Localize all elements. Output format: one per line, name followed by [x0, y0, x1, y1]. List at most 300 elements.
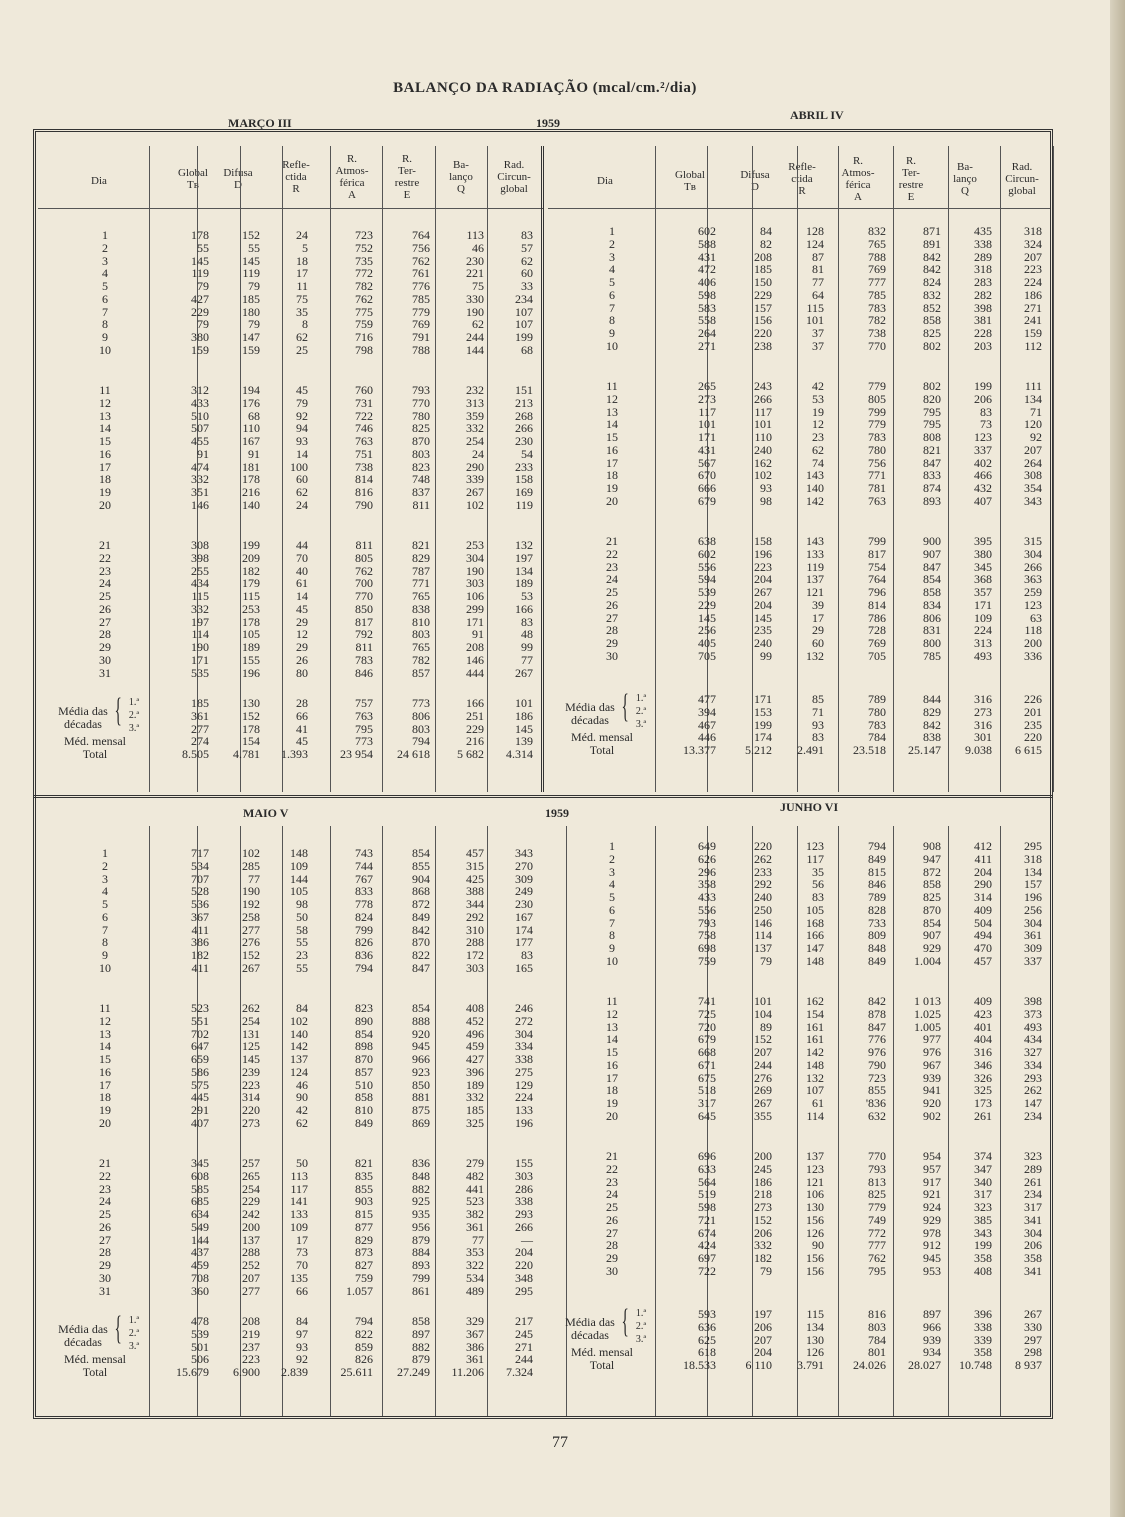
table-cell: 771	[868, 468, 886, 483]
table-cell: 266	[515, 1219, 533, 1234]
table-cell: 70	[296, 550, 308, 565]
table-cell: 312	[191, 383, 209, 397]
table-cell: 659	[191, 1052, 209, 1066]
decada-cell: 66	[296, 708, 308, 723]
table-cell: 206	[1024, 1238, 1042, 1253]
table-cell: 735	[355, 253, 373, 268]
table-cell: 626	[698, 851, 716, 866]
table-cell: 336	[1024, 648, 1042, 663]
table-cell: 152	[754, 1032, 772, 1047]
table-cell: 763	[868, 493, 886, 508]
table-cell: 556	[698, 902, 716, 917]
table-cell: 308	[1024, 468, 1042, 483]
day-number: 4	[609, 262, 615, 277]
day-number: 2	[102, 858, 108, 873]
table-cell: 45	[296, 601, 308, 616]
column-header-circunglobal: Rad.	[503, 159, 525, 171]
table-cell: 789	[868, 890, 886, 904]
table-cell: 200	[754, 1149, 772, 1163]
table-cell: 272	[515, 1013, 533, 1028]
table-cell: 124	[290, 1064, 308, 1079]
decada-cell: 208	[242, 1314, 260, 1328]
table-cell: 220	[754, 326, 772, 340]
table-cell: 179	[242, 576, 260, 591]
table-cell: 155	[515, 1156, 533, 1170]
table-cell: 92	[1030, 430, 1042, 444]
table-cell: 861	[412, 1283, 430, 1298]
table-cell: 728	[868, 623, 886, 638]
table-cell: 64	[812, 287, 824, 302]
table-cell: 224	[515, 1090, 533, 1105]
decada-cell: 316	[974, 692, 992, 706]
table-cell: 290	[466, 459, 484, 474]
table-cell: 115	[242, 589, 260, 603]
table-cell: 230	[466, 253, 484, 268]
day-number: 19	[99, 485, 111, 499]
table-cell: 424	[698, 1238, 716, 1253]
header-rule	[548, 208, 1050, 209]
table-cell: 167	[515, 909, 533, 924]
table-cell: 833	[355, 884, 373, 899]
table-cell: 11	[296, 279, 308, 293]
table-cell: 244	[466, 330, 484, 344]
day-number: 18	[606, 1083, 618, 1098]
table-cell: 344	[466, 897, 484, 911]
table-cell: 192	[242, 897, 260, 911]
table-cell: 459	[191, 1258, 209, 1272]
table-cell: 941	[923, 1083, 941, 1098]
table-cell: 156	[806, 1251, 824, 1265]
table-cell: 190	[242, 884, 260, 899]
table-cell: 598	[698, 287, 716, 302]
day-number: 12	[99, 1013, 111, 1028]
table-cell: 254	[242, 1181, 260, 1196]
table-cell: 106	[806, 1187, 824, 1202]
decada-cell: 386	[466, 1339, 484, 1354]
day-number: 15	[606, 1045, 618, 1059]
table-cell: 1.004	[914, 953, 941, 968]
table-cell: 39	[812, 597, 824, 612]
table-cell: 207	[242, 1270, 260, 1285]
day-number: 12	[606, 1006, 618, 1021]
day-number: 7	[102, 922, 108, 937]
table-cell: 156	[806, 1212, 824, 1227]
mensal-cell: 92	[296, 1352, 308, 1367]
day-number: 9	[609, 326, 615, 340]
day-number: 22	[99, 1168, 111, 1183]
mensal-cell: 934	[923, 1345, 941, 1360]
table-cell: 316	[974, 1045, 992, 1059]
decada-cell: 71	[812, 704, 824, 719]
table-cell: 23	[296, 948, 308, 962]
table-cell: 70	[296, 1258, 308, 1272]
day-number: 2	[609, 851, 615, 866]
total-cell: 24 618	[397, 747, 430, 761]
day-number: 24	[99, 576, 111, 591]
column-header-dia: Dia	[597, 175, 613, 187]
table-cell: 842	[923, 262, 941, 277]
table-cell: 68	[248, 408, 260, 423]
table-cell: 29	[812, 623, 824, 638]
table-cell: 73	[296, 1245, 308, 1260]
table-cell: 267	[754, 1096, 772, 1110]
table-cell: 119	[515, 497, 533, 512]
table-cell: 230	[515, 434, 533, 448]
column-header-atmosferica: Atmos-	[841, 167, 875, 179]
table-cell: 507	[191, 421, 209, 436]
total-cell: 6.900	[233, 1365, 260, 1379]
table-cell: 343	[1024, 493, 1042, 508]
table-cell: 434	[1024, 1032, 1042, 1047]
table-cell: 242	[242, 1207, 260, 1221]
table-cell: 325	[974, 1083, 992, 1098]
mensal-cell: 794	[412, 734, 430, 749]
table-cell: 304	[1024, 915, 1042, 930]
table-cell: 752	[355, 240, 373, 255]
day-number: 31	[99, 1283, 111, 1298]
brace-symbol: {	[114, 1310, 122, 1347]
table-cell: 269	[754, 1083, 772, 1098]
table-cell: 186	[1024, 287, 1042, 302]
total-cell: 27.249	[397, 1365, 430, 1379]
table-cell: 84	[760, 224, 772, 238]
day-number: 25	[99, 589, 111, 603]
table-cell: 115	[191, 589, 209, 603]
table-cell: 117	[698, 404, 716, 419]
table-cell: 8	[302, 317, 308, 332]
table-cell: 1.005	[914, 1019, 941, 1034]
table-cell: 810	[412, 614, 430, 629]
table-cell: 134	[1024, 391, 1042, 406]
table-cell: 957	[923, 1161, 941, 1176]
table-cell: 594	[698, 572, 716, 587]
table-cell: 837	[412, 485, 430, 499]
day-number: 27	[99, 614, 111, 629]
table-cell: 966	[412, 1052, 430, 1066]
table-cell: 327	[1024, 1045, 1042, 1059]
decada-cell: 789	[868, 692, 886, 706]
table-cell: 698	[698, 941, 716, 955]
table-cell: 123	[1024, 597, 1042, 612]
table-cell: 199	[515, 330, 533, 344]
table-cell: 779	[868, 417, 886, 432]
table-cell: 976	[923, 1045, 941, 1059]
table-cell: 264	[698, 326, 716, 340]
table-cell: 26	[296, 652, 308, 667]
day-number: 1	[102, 846, 108, 860]
table-cell: 408	[974, 1263, 992, 1278]
table-cell: 427	[466, 1052, 484, 1066]
table-cell: 826	[355, 935, 373, 950]
table-cell: 633	[698, 1161, 716, 1176]
day-number: 17	[99, 1077, 111, 1092]
page-edge	[1110, 0, 1125, 1517]
decada-cell: 217	[515, 1314, 533, 1328]
column-header-global: Global	[178, 167, 208, 179]
decada-cell: 267	[1024, 1307, 1042, 1321]
table-cell: 75	[472, 279, 484, 293]
table-cell: 838	[412, 601, 430, 616]
table-cell: 822	[412, 948, 430, 962]
label-med-mensal: Méd. mensal	[64, 734, 126, 749]
table-cell: 748	[412, 472, 430, 487]
table-cell: 765	[412, 640, 430, 654]
table-cell: 702	[191, 1026, 209, 1041]
decada-cell: 237	[242, 1339, 260, 1354]
decada-cell: 235	[1024, 717, 1042, 732]
table-cell: 93	[296, 434, 308, 448]
table-cell: 779	[868, 1200, 886, 1214]
table-cell: 102	[466, 497, 484, 512]
table-cell: 144	[466, 342, 484, 357]
table-cell: 535	[191, 665, 209, 680]
table-cell: 148	[290, 846, 308, 860]
decada-cell: 316	[974, 717, 992, 732]
column-header-difusa: D	[234, 179, 242, 191]
day-number: 11	[99, 1001, 111, 1015]
day-number: 18	[99, 472, 111, 487]
table-cell: 536	[191, 897, 209, 911]
table-cell: 842	[868, 994, 886, 1008]
table-cell: 777	[868, 1238, 886, 1253]
table-cell: 156	[754, 313, 772, 328]
day-number: 16	[606, 442, 618, 457]
table-cell: 267	[466, 485, 484, 499]
column-header-balanco: Ba-	[957, 161, 973, 173]
day-number: 4	[102, 884, 108, 899]
table-cell: 56	[812, 877, 824, 892]
decada-cell: 478	[191, 1314, 209, 1328]
table-cell: 223	[242, 1077, 260, 1092]
table-cell: 243	[754, 379, 772, 393]
mensal-cell: 826	[355, 1352, 373, 1367]
day-number: 19	[606, 481, 618, 495]
table-cell: 111	[1024, 379, 1042, 393]
mensal-cell: 154	[242, 734, 260, 749]
table-cell: 799	[868, 534, 886, 548]
table-cell: 5	[302, 240, 308, 255]
day-number: 8	[609, 928, 615, 943]
table-cell: 829	[355, 1232, 373, 1247]
table-cell: 828	[868, 902, 886, 917]
table-cell: 823	[412, 459, 430, 474]
table-cell: 877	[355, 1219, 373, 1234]
table-cell: 62	[521, 253, 533, 268]
decada-cell: 829	[923, 704, 941, 719]
day-number: 16	[99, 1064, 111, 1079]
table-cell: 353	[466, 1245, 484, 1260]
column-header-global: Tв	[684, 181, 696, 193]
decada-cell: 329	[466, 1314, 484, 1328]
table-cell: 46	[472, 240, 484, 255]
day-number: 7	[609, 300, 615, 315]
table-cell: 602	[698, 224, 716, 238]
table-cell: 772	[355, 266, 373, 281]
table-cell: 567	[698, 455, 716, 470]
table-cell: 90	[812, 1238, 824, 1253]
column-header-difusa: D	[751, 181, 759, 193]
total-cell: 25.611	[340, 1365, 373, 1379]
table-cell: 238	[754, 338, 772, 353]
column-header-reflectida: R	[798, 185, 806, 197]
label-decada-2: 2.ª	[128, 709, 140, 721]
table-cell: 268	[515, 408, 533, 423]
day-number: 17	[606, 1070, 618, 1085]
table-cell: 482	[466, 1168, 484, 1183]
decada-cell: 185	[191, 696, 209, 710]
table-cell: 764	[412, 228, 430, 242]
decada-cell: 396	[974, 1307, 992, 1321]
table-cell: 17	[296, 1232, 308, 1247]
table-cell: 939	[923, 1070, 941, 1085]
table-cell: 323	[1024, 1149, 1042, 1163]
table-cell: 857	[412, 665, 430, 680]
table-cell: 308	[191, 538, 209, 552]
day-number: 10	[606, 338, 618, 353]
day-number: 22	[606, 1161, 618, 1176]
table-cell: 253	[466, 538, 484, 552]
table-cell: 131	[242, 1026, 260, 1041]
column-header-atmosferica: A	[348, 189, 356, 201]
day-number: 16	[606, 1057, 618, 1072]
table-cell: 220	[242, 1103, 260, 1117]
label-total: Total	[82, 747, 108, 761]
table-cell: 25	[296, 342, 308, 357]
column-header-balanco: lanço	[953, 173, 977, 185]
decada-cell: 757	[355, 696, 373, 710]
table-cell: 283	[974, 275, 992, 289]
column-header-terrestre: Ter-	[398, 165, 416, 177]
table-cell: 171	[974, 597, 992, 612]
table-cell: 816	[355, 485, 373, 499]
table-cell: 79	[248, 317, 260, 332]
table-cell: 50	[296, 1156, 308, 1170]
table-cell: 142	[290, 1039, 308, 1054]
mensal-cell: 45	[296, 734, 308, 749]
mensal-cell: 126	[806, 1345, 824, 1360]
table-cell: 126	[806, 1225, 824, 1240]
mensal-cell: 204	[754, 1345, 772, 1360]
table-cell: 229	[754, 287, 772, 302]
table-cell: 62	[296, 330, 308, 344]
day-number: 29	[99, 1258, 111, 1272]
column-header-atmosferica: R.	[852, 155, 864, 167]
column-rule	[149, 826, 150, 1416]
table-cell: 782	[868, 313, 886, 328]
table-cell: 101	[806, 313, 824, 328]
table-cell: 510	[191, 408, 209, 423]
column-header-atmosferica: A	[854, 191, 862, 203]
table-cell: 848	[868, 941, 886, 955]
table-cell: 332	[466, 421, 484, 436]
table-cell: 310	[466, 922, 484, 937]
table-cell: 261	[974, 1108, 992, 1123]
table-cell: 194	[242, 383, 260, 397]
table-cell: 102	[242, 846, 260, 860]
table-cell: 261	[1024, 1174, 1042, 1189]
table-cell: 73	[980, 417, 992, 432]
mensal-cell: 838	[923, 730, 941, 745]
table-cell: 313	[974, 636, 992, 650]
table-cell: 121	[806, 585, 824, 599]
label-decada-3: 3.ª	[128, 722, 140, 734]
table-cell: 912	[923, 1238, 941, 1253]
table-cell: 178	[242, 472, 260, 487]
table-cell: 518	[698, 1083, 716, 1098]
table-cell: 814	[355, 472, 373, 487]
day-number: 22	[606, 546, 618, 561]
table-cell: 204	[754, 597, 772, 612]
day-number: 10	[99, 960, 111, 975]
day-number: 14	[606, 1032, 618, 1047]
table-cell: 697	[698, 1251, 716, 1265]
table-cell: 106	[466, 589, 484, 603]
table-cell: 117	[754, 404, 772, 419]
table-cell: 19	[812, 404, 824, 419]
table-cell: 788	[868, 249, 886, 264]
table-cell: 385	[974, 1212, 992, 1227]
table-cell: 293	[515, 1207, 533, 1221]
table-cell: 823	[355, 1001, 373, 1015]
table-cell: 152	[242, 228, 260, 242]
decada-cell: 178	[242, 721, 260, 736]
table-cell: 299	[466, 601, 484, 616]
table-cell: 133	[290, 1207, 308, 1221]
table-cell: 849	[355, 1115, 373, 1130]
table-cell: 738	[355, 459, 373, 474]
table-cell: 117	[806, 851, 824, 866]
decada-cell: 367	[466, 1326, 484, 1341]
table-cell: 870	[355, 1052, 373, 1066]
table-cell: 277	[242, 922, 260, 937]
decada-cell: 816	[868, 1307, 886, 1321]
mensal-cell: 274	[191, 734, 209, 749]
mensal-cell: 618	[698, 1345, 716, 1360]
day-number: 1	[609, 224, 615, 238]
table-cell: 158	[754, 534, 772, 548]
table-cell: 309	[1024, 941, 1042, 955]
table-cell: 780	[868, 442, 886, 457]
table-cell: 878	[868, 1006, 886, 1021]
table-cell: 921	[923, 1187, 941, 1202]
table-cell: 277	[242, 1283, 260, 1298]
table-cell: 558	[698, 313, 716, 328]
day-number: 3	[609, 249, 615, 264]
table-cell: 824	[923, 275, 941, 289]
table-cell: 929	[923, 941, 941, 955]
table-cell: 455	[191, 434, 209, 448]
center-divider-top	[541, 146, 544, 792]
table-cell: 296	[698, 864, 716, 879]
table-cell: 800	[923, 636, 941, 650]
decada-cell: 593	[698, 1307, 716, 1321]
table-cell: 134	[515, 563, 533, 578]
table-cell: 846	[355, 665, 373, 680]
table-cell: 770	[868, 1149, 886, 1163]
table-cell: 759	[355, 317, 373, 332]
table-cell: 802	[923, 379, 941, 393]
total-cell: 28.027	[908, 1358, 941, 1372]
table-cell: 168	[806, 915, 824, 930]
table-cell: 114	[806, 1108, 824, 1123]
table-cell: 346	[974, 1057, 992, 1072]
table-cell: 685	[191, 1194, 209, 1209]
table-cell: 361	[466, 1219, 484, 1234]
table-cell: 551	[191, 1013, 209, 1028]
table-cell: 55	[197, 240, 209, 255]
table-cell: 77	[472, 1232, 484, 1247]
table-cell: 146	[466, 652, 484, 667]
